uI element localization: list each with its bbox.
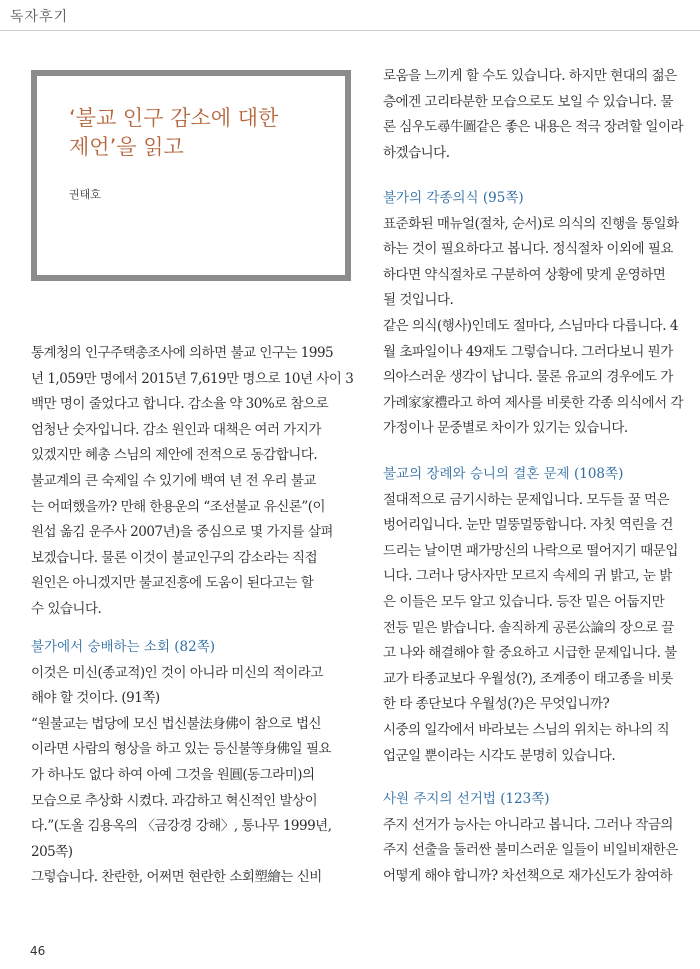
section-label: 독자후기 [10, 9, 69, 25]
body-line: 원섭 옮김 운주사 2007년)을 중심으로 몇 가지를 살펴 [31, 524, 333, 541]
body-line: 백만 명이 줄었다고 합니다. 감소율 약 30%로 참으로 [31, 396, 329, 413]
body-line: 월 초파일이나 49재도 그렇습니다. 그러다보니 뭔가 [383, 343, 673, 360]
body-line: 전등 밑은 밝습니다. 솔직하게 공론公論의 장으로 끌 [383, 619, 674, 636]
body-line: 205쪽) [31, 843, 73, 860]
section-3 [383, 462, 678, 769]
body-line: 가 하나도 없다 하여 아예 그것을 원圓(동그라미)의 [31, 766, 315, 783]
body-line: 이것은 미신(종교적)인 것이 아니라 미신의 적이라고 [31, 664, 323, 681]
body-line: 드리는 날이면 패가망신의 나락으로 떨어지기 때문입 [383, 542, 678, 559]
body-line: 의아스러운 생각이 납니다. 물론 유교의 경우에도 가 [383, 369, 673, 386]
section-1 [31, 635, 332, 891]
section-4 [383, 787, 678, 889]
body-line: 엄청난 숫자입니다. 감소 원인과 대책은 여러 가지가 [31, 421, 321, 438]
body-line: 주지 선출을 둘러싼 불미스러운 일들이 비일비재한은 [383, 842, 678, 859]
author-name: 권태호 [69, 188, 101, 201]
body-line: 다.”(도올 김용옥의 〈금강경 강해〉, 통나무 1999년, [31, 818, 332, 835]
body-line: 모습으로 추상화 시켰다. 과감하고 혁신적인 발상이 [31, 792, 318, 809]
body-line: 원인은 아니겠지만 불교진흥에 도움이 된다고는 할 [31, 575, 314, 592]
header-divider [0, 30, 700, 31]
body-line: 한 타 종단보다 우월성(?)은 무엇입니까? [383, 696, 610, 713]
body-line: 고 나와 해결해야 할 중요하고 시급한 문제입니다. 불 [383, 645, 677, 662]
body-line: 가정이나 문중별로 차이가 있기는 있습니다. [383, 420, 628, 437]
body-line: 하겠습니다. [383, 144, 450, 161]
section-heading: 불교의 장례와 승니의 결혼 문제 (108쪽) [383, 466, 624, 482]
body-line: 있겠지만 혜총 스님의 제안에 전적으로 동감합니다. [31, 447, 318, 464]
body-line: 년 1,059만 명에서 2015년 7,619만 명으로 10년 사이 3 [31, 370, 354, 387]
right-intro [383, 64, 683, 166]
body-line: 불교계의 큰 숙제일 수 있기에 백여 년 전 우리 불교 [31, 472, 316, 489]
body-line: 통계청의 인구주택총조사에 의하면 불교 인구는 1995 [31, 345, 334, 361]
body-line: 그렇습니다. 찬란한, 어쩌면 현란한 소회塑繪는 신비 [31, 869, 322, 886]
body-line: 절대적으로 금기시하는 문제입니다. 모두들 꿀 먹은 [383, 491, 670, 508]
title-box [31, 70, 351, 281]
body-line: 은 이들은 모두 알고 있습니다. 등잔 밑은 어둡지만 [383, 593, 665, 610]
body-line: 수 있습니다. [31, 600, 102, 617]
body-line: 시중의 일각에서 바라보는 스님의 위치는 하나의 직 [383, 721, 670, 738]
body-line: 주지 선거가 능사는 아니라고 봅니다. 그러나 작금의 [383, 816, 673, 833]
body-line: 로움을 느끼게 할 수도 있습니다. 하지만 현대의 젊은 [383, 68, 677, 84]
body-line: “원불교는 법당에 모신 법신불法身佛이 참으로 법신 [31, 715, 322, 732]
body-line: 교가 타종교보다 우월성(?), 조계종이 태고종을 비롯 [383, 670, 673, 687]
body-line: 표준화된 매뉴얼(절차, 순서)로 의식의 진행을 통일화 [383, 215, 679, 232]
article-title-line-2: 제언’을 읽고 [69, 135, 184, 159]
section-heading: 불가의 각종의식 (95쪽) [383, 190, 524, 206]
left-intro [31, 341, 353, 623]
body-line: 하는 것이 필요하다고 봅니다. 정식절차 이외에 필요 [383, 241, 673, 258]
article-title-line-1: ‘불교 인구 감소에 대한 [69, 106, 279, 130]
body-line: 보겠습니다. 물론 이것이 불교인구의 감소라는 직접 [31, 549, 318, 566]
section-heading: 사원 주지의 선거법 (123쪽) [383, 791, 550, 807]
title-box-inner [37, 76, 345, 275]
body-line: 층에겐 고리타분한 모습으로도 보일 수 있습니다. 물 [383, 93, 673, 110]
section-heading: 불가에서 숭배하는 소회 (82쪽) [31, 639, 216, 655]
body-line: 론 심우도尋牛圖같은 좋은 내용은 적극 장려할 일이라 [383, 119, 684, 136]
body-line: 는 어떠했을까? 만해 한용운의 “조선불교 유신론”(이 [31, 498, 326, 515]
article-title [69, 104, 345, 162]
page-number: 46 [30, 944, 46, 958]
body-line: 벙어리입니다. 눈만 멀뚱멀뚱합니다. 자칫 역린을 건 [383, 517, 673, 534]
body-line: 같은 의식(행사)인데도 절마다, 스님마다 다릅니다. 4 [383, 317, 678, 334]
body-line: 어떻게 해야 합니까? 차선책으로 재가신도가 참여하 [383, 867, 673, 884]
section-2 [383, 186, 683, 442]
body-line: 될 것입니다. [383, 292, 454, 309]
body-line: 해야 할 것이다. (91쪽) [31, 690, 160, 707]
body-line: 업군일 뿐이라는 시각도 분명히 있습니다. [383, 747, 616, 764]
body-line: 니다. 그러나 당사자만 모르지 속세의 귀 밝고, 눈 밝 [383, 568, 672, 585]
body-line: 가례家家禮라고 하여 제사를 비롯한 각종 의식에서 각 [383, 394, 684, 411]
body-line: 이라면 사람의 형상을 하고 있는 등신불等身佛일 필요 [31, 741, 332, 758]
body-line: 하다면 약식절차로 구분하여 상황에 맞게 운영하면 [383, 266, 666, 283]
